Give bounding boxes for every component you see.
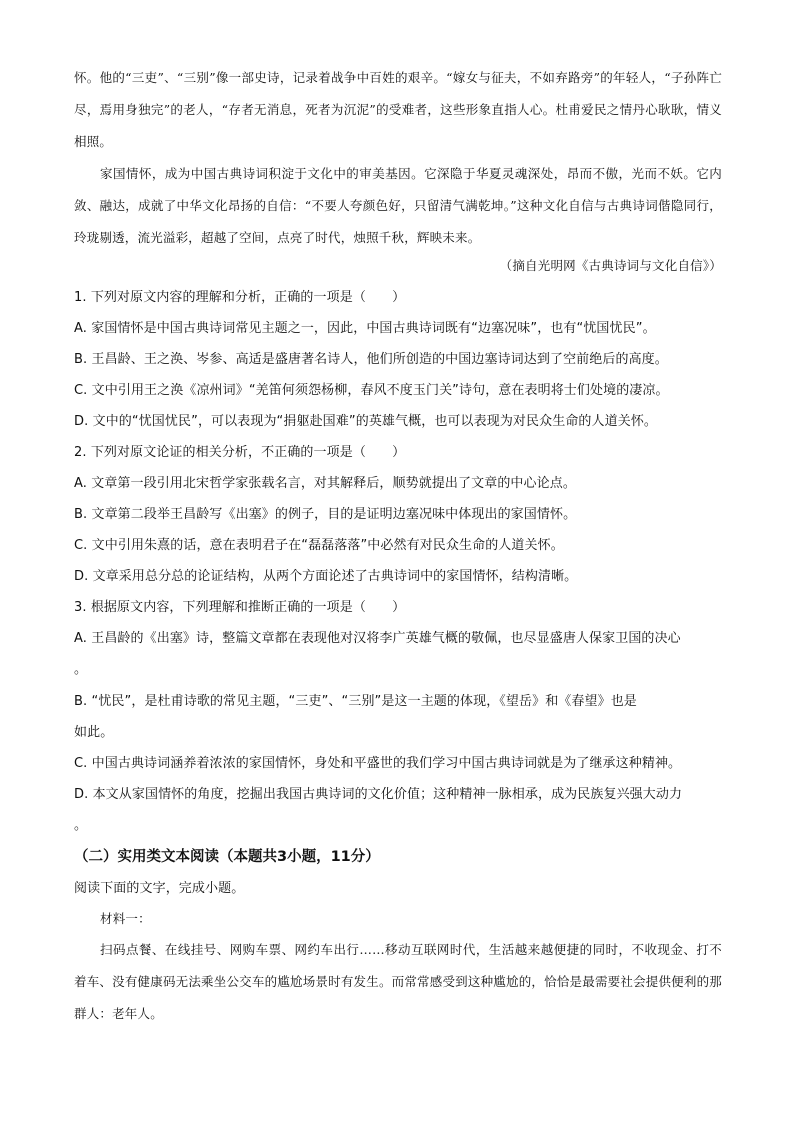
question-2-stem: 2. 下列对原文论证的相关分析，不正确的一项是（ ） [74,445,406,460]
material-paragraph: 扫码点餐、在线挂号、网购车票、网约车出行……移动互联网时代，生活越来越便捷的同时，不收现金、打不着车、没有健康码无法乘坐公交车的尴尬场景时有发生。而常常感受到这种尴尬的，恰恰是最需要社会提供便利的那群人：老年人。 [74,942,722,1021]
question-1-stem: 1. 下列对原文内容的理解和分析，正确的一项是（ ） [74,290,406,305]
question-1-option-b: B. 王昌龄、王之涣、岑参、高适是盛唐著名诗人，他们所创造的中国边塞诗词达到了空前绝后的高度。 [74,352,668,367]
section-heading: （二）实用类文本阅读（本题共3小题，11分） [74,849,380,865]
passage-paragraph-2: 家国情怀，成为中国古典诗词积淀于文化中的审美基因。它深隐于华夏灵魂深处，昂而不傲，光而不妖。它内敛、融达，成就了中华文化昂扬的自信：“不要人夸颜色好，只留清气满乾坤。”这种文化自信与古典诗词偕隐同行，玲珑剔透，流光溢彩，超越了空间，点亮了时代，烛照千秋，辉映未来。 [74,166,722,245]
question-2-option-c: C. 文中引用朱熹的话，意在表明君子在“磊磊落落”中必然有对民众生命的人道关怀。 [74,538,564,553]
question-2-option-d: D. 文章采用总分总的论证结构，从两个方面论述了古典诗词中的家国情怀，结构清晰。 [74,569,578,584]
question-3-option-a: A. 王昌龄的《出塞》诗，整篇文章都在表现他对汉将李广英雄气概的敬佩，也尽显盛唐人保家卫国的决心 [74,631,681,646]
passage-source: （摘自光明网《古典诗词与文化自信》） [499,258,722,273]
question-3-option-d-continued: 。 [74,818,88,833]
question-3-option-d: D. 本文从家国情怀的角度，挖掘出我国古典诗词的文化价值；这种精神一脉相承，成为民族复兴强大动力 [74,787,683,802]
passage-paragraph-1: 怀。他的“三吏”、“三别”像一部史诗，记录着战争中百姓的艰辛。“嫁女与征夫，不如弃路旁”的年轻人，“子孙阵亡尽，焉用身独完”的老人，“存者无消息，死者为沉泥”的受难者，这些形象直指人心。杜甫爱民之情丹心耿耿，情义相照。 [74,70,722,149]
question-3-option-a-continued: 。 [74,662,88,677]
section-instruction: 阅读下面的文字，完成小题。 [74,881,245,896]
question-2-option-b: B. 文章第二段举王昌龄写《出塞》的例子，目的是证明边塞况味中体现出的家国情怀。 [74,507,577,522]
material-label: 材料一： [100,911,151,926]
question-3-option-b: B. “忧民”，是杜甫诗歌的常见主题，“三吏”、“三别”是这一主题的体现，《望岳》和《春望》也是 [74,694,637,709]
question-2-option-a: A. 文章第一段引用北宋哲学家张载名言，对其解释后，顺势就提出了文章的中心论点。 [74,476,576,491]
question-3-stem: 3. 根据原文内容，下列理解和推断正确的一项是（ ） [74,600,406,615]
question-1-option-d: D. 文中的“忧国忧民”，可以表现为“捐躯赴国难”的英雄气概，也可以表现为对民众生命的人道关怀。 [74,414,658,429]
question-1-option-c: C. 文中引用王之涣《凉州词》“羌笛何须怨杨柳，春风不度玉门关”诗句，意在表明将士们处境的凄凉。 [74,383,669,398]
question-3-option-b-continued: 如此。 [74,725,114,740]
question-3-option-c: C. 中国古典诗词涵养着浓浓的家国情怀，身处和平盛世的我们学习中国古典诗词就是为了继承这种精神。 [74,756,682,771]
question-1-option-a: A. 家国情怀是中国古典诗词常见主题之一，因此，中国古典诗词既有“边塞况味”，也有“忧国忧民”。 [74,321,656,336]
